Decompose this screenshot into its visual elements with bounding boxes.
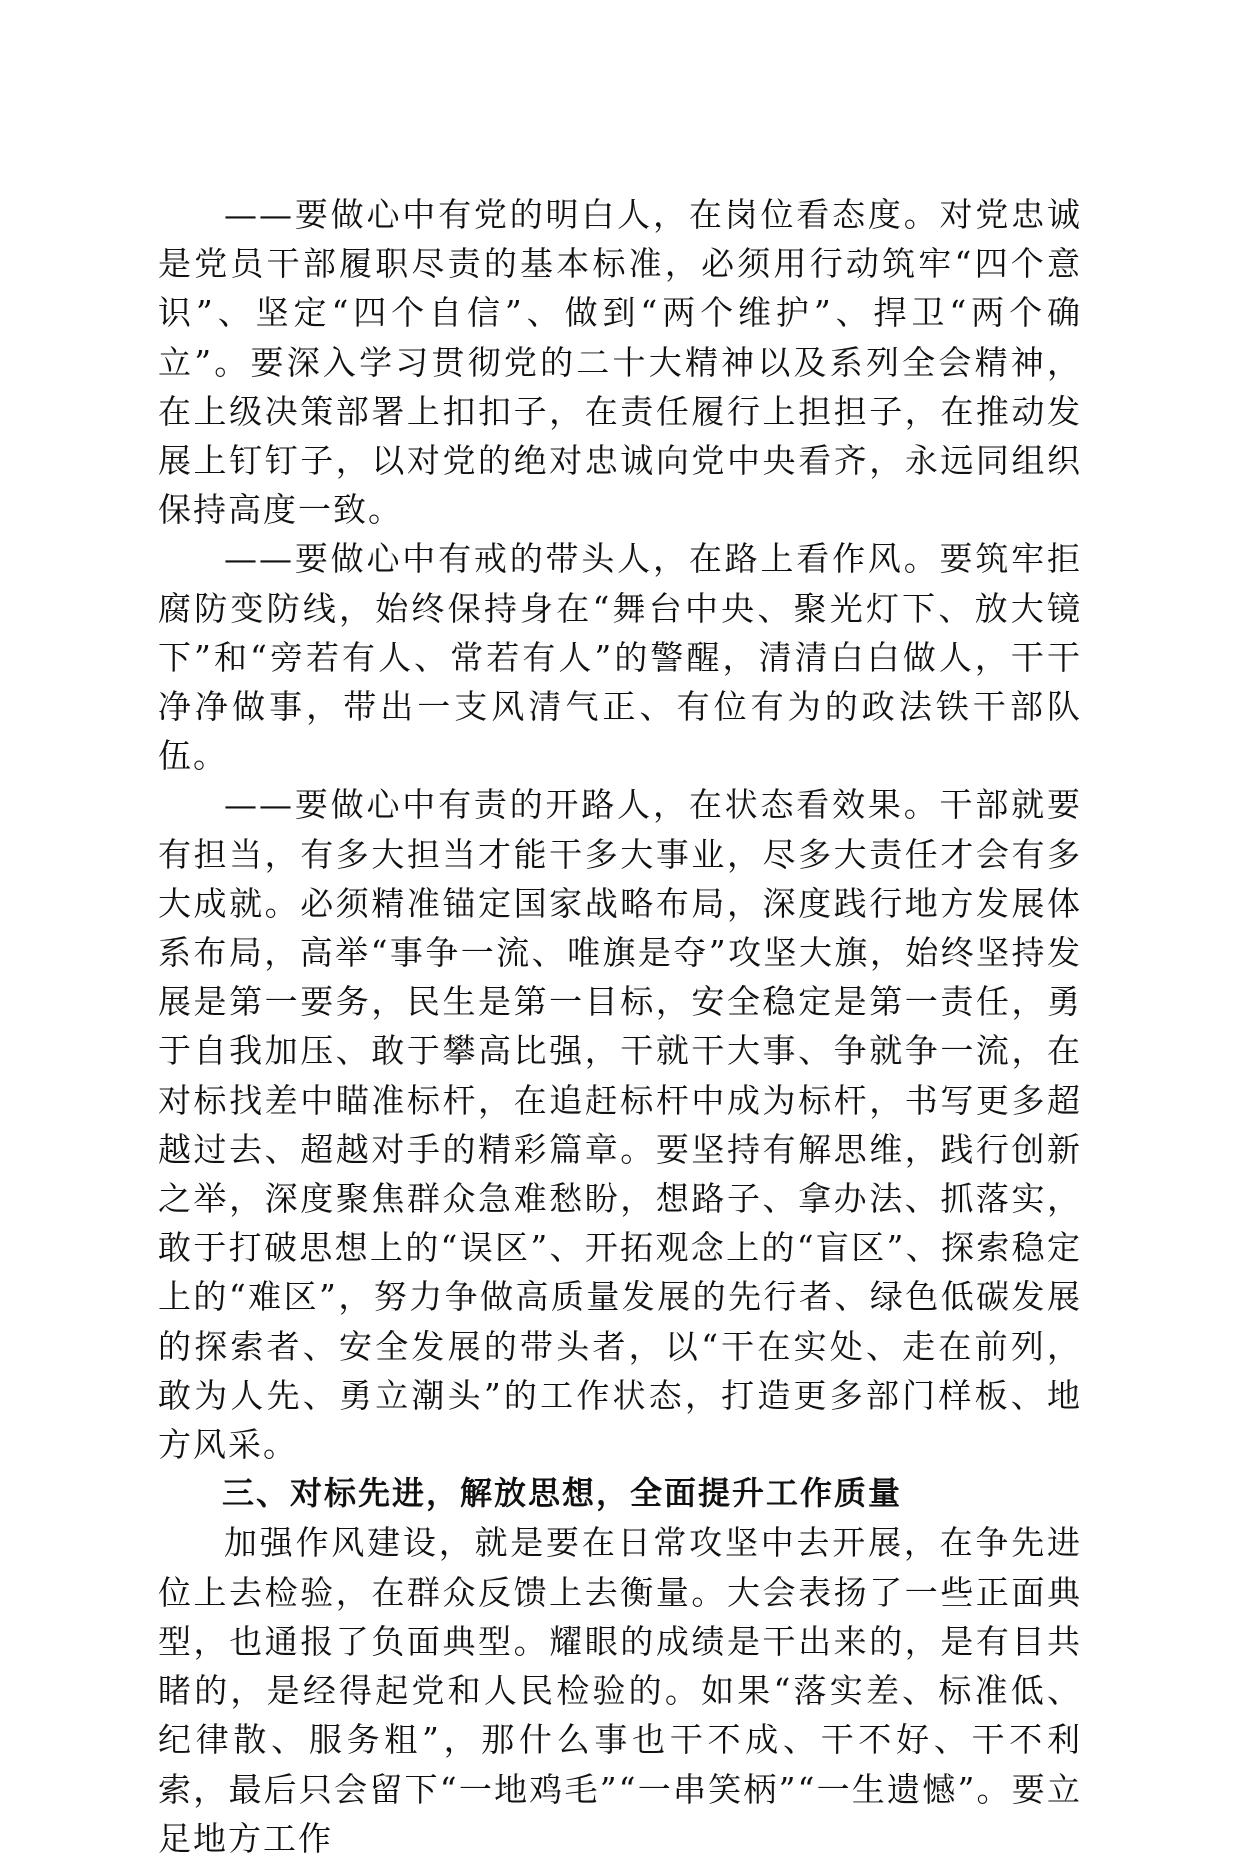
paragraph-discipline: ——要做心中有戒的带头人，在路上看作风。要筑牢拒腐防变防线，始终保持身在“舞台中央、聚光灯下、放大镜下”和“旁若有人、常若有人”的警醒，清清白白做人，干干净净做事，带出一支风清气正、有位有为的政法铁干部队伍。 bbox=[158, 539, 1082, 776]
section-heading: 三、对标先进，解放思想，全面提升工作质量 bbox=[222, 1474, 903, 1513]
paragraph-loyalty: ——要做心中有党的明白人，在岗位看态度。对党忠诚是党员干部履职尽责的基本标准，必须用行动筑牢“四个意识”、坚定“四个自信”、做到“两个维护”、捍卫“两个确立”。要深入学习贯彻党的二十大精神以及系列全会精神，在上级决策部署上扣扣子，在责任履行上担担子，在推动发展上钉钉子，以对党的绝对忠诚向党中央看齐，永远同组织保持高度一致。 bbox=[158, 195, 1082, 530]
document-page bbox=[158, 190, 1082, 1863]
paragraph-responsibility: ——要做心中有责的开路人，在状态看效果。干部就要有担当，有多大担当才能干多大事业，尽多大责任才会有多大成就。必须精准锚定国家战略布局，深度践行地方发展体系布局，高举“事争一流、唯旗是夺”攻坚大旗，始终坚持发展是第一要务，民生是第一目标，安全稳定是第一责任，勇于自我加压、敢于攀高比强，干就干大事、争就争一流，在对标找差中瞄准标杆，在追赶标杆中成为标杆，书写更多超越过去、超越对手的精彩篇章。要坚持有解思维，践行创新之举，深度聚焦群众急难愁盼，想路子、拿办法、抓落实，敢于打破思想上的“误区”、开拓观念上的“盲区”、探索稳定上的“难区”，努力争做高质量发展的先行者、绿色低碳发展的探索者、安全发展的带头者，以“干在实处、走在前列，敢为人先、勇立潮头”的工作状态，打造更多部门样板、地方风采。 bbox=[158, 785, 1082, 1465]
paragraph-work-style: 加强作风建设，就是要在日常攻坚中去开展，在争先进位上去检验，在群众反馈上去衡量。大会表扬了一些正面典型，也通报了负面典型。耀眼的成绩是干出来的，是有目共睹的，是经得起党和人民检验的。如果“落实差、标准低、纪律散、服务粗”，那什么事也干不成、干不好、干不利索，最后只会留下“一地鸡毛”“一串笑柄”“一生遗憾”。要立足地方工作 bbox=[158, 1523, 1082, 1858]
